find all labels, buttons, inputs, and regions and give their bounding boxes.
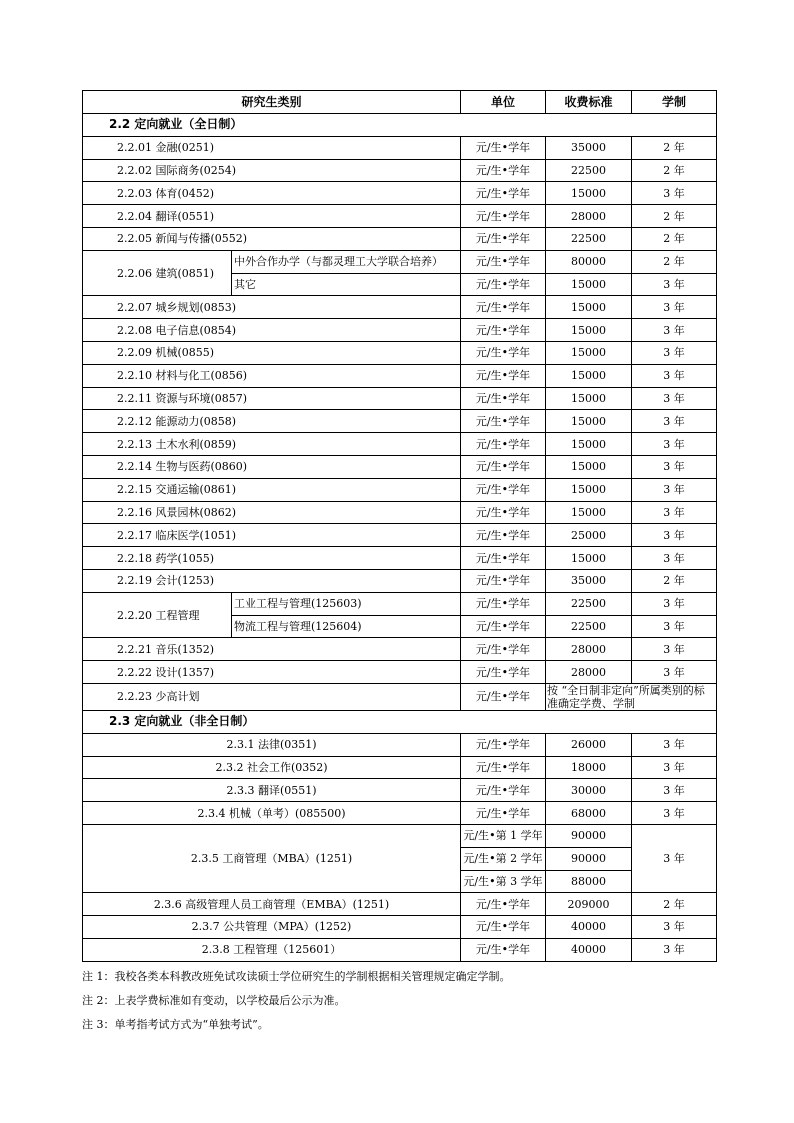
program-duration: 3 年 [632, 455, 717, 478]
program-duration: 3 年 [632, 733, 717, 756]
table-row [83, 592, 717, 615]
fee-unit: 元/生•学年 [461, 779, 546, 802]
fee-amount: 15000 [546, 296, 632, 319]
note-1: 注 1：我校各类本科教改班免试攻读硕士学位研究生的学制根据相关管理规定确定学制。 [82, 970, 511, 983]
fee-unit: 元/生•第 2 学年 [461, 847, 546, 870]
program-duration: 3 年 [632, 938, 717, 961]
table-row [83, 569, 717, 592]
section-row [83, 114, 717, 137]
fee-unit: 元/生•学年 [461, 524, 546, 547]
program-name: 2.2.05 新闻与传播(0552) [83, 227, 461, 250]
fee-unit: 元/生•学年 [461, 250, 546, 273]
fee-amount: 15000 [546, 410, 632, 433]
program-duration: 2 年 [632, 569, 717, 592]
program-duration: 2 年 [632, 205, 717, 228]
fee-amount: 15000 [546, 341, 632, 364]
program-name: 2.3.2 社会工作(0352) [83, 756, 461, 779]
program-duration: 3 年 [632, 638, 717, 661]
sub-program-name: 物流工程与管理(125604) [232, 615, 461, 638]
table-row [83, 938, 717, 961]
fee-amount: 18000 [546, 756, 632, 779]
program-name: 2.2.11 资源与环境(0857) [83, 387, 461, 410]
table-row [83, 296, 717, 319]
fee-amount: 30000 [546, 779, 632, 802]
table-row [83, 661, 717, 684]
header-fee: 收费标准 [546, 91, 632, 114]
fee-amount: 35000 [546, 569, 632, 592]
program-duration: 2 年 [632, 227, 717, 250]
fee-amount: 15000 [546, 547, 632, 570]
header-unit: 单位 [461, 91, 546, 114]
program-name: 2.3.5 工商管理（MBA）(1251) [83, 824, 461, 892]
program-duration: 3 年 [632, 501, 717, 524]
fee-unit: 元/生•学年 [461, 938, 546, 961]
fee-amount: 22500 [546, 592, 632, 615]
header-row [83, 91, 717, 114]
program-duration: 3 年 [632, 779, 717, 802]
program-name: 2.3.8 工程管理（125601） [83, 938, 461, 961]
program-duration: 3 年 [632, 824, 717, 892]
fee-unit: 元/生•学年 [461, 893, 546, 916]
program-duration: 3 年 [632, 547, 717, 570]
fee-unit: 元/生•学年 [461, 916, 546, 939]
note-2: 注 2：上表学费标准如有变动，以学校最后公示为准。 [82, 994, 346, 1007]
fee-unit: 元/生•学年 [461, 683, 546, 710]
program-duration: 3 年 [632, 296, 717, 319]
table-row [83, 433, 717, 456]
program-duration: 3 年 [632, 661, 717, 684]
sub-program-name: 其它 [232, 273, 461, 296]
fee-amount: 35000 [546, 136, 632, 159]
fee-amount: 15000 [546, 478, 632, 501]
section-title: 2.2 定向就业（全日制） [83, 114, 717, 137]
fee-amount: 22500 [546, 227, 632, 250]
program-duration: 2 年 [632, 136, 717, 159]
table-row [83, 478, 717, 501]
program-duration: 3 年 [632, 478, 717, 501]
fee-unit: 元/生•学年 [461, 433, 546, 456]
section-title: 2.3 定向就业（非全日制） [83, 710, 717, 733]
program-duration: 3 年 [632, 916, 717, 939]
fee-unit: 元/生•学年 [461, 802, 546, 825]
table-row [83, 410, 717, 433]
fee-amount: 15000 [546, 455, 632, 478]
fee-amount: 15000 [546, 501, 632, 524]
program-name: 2.2.08 电子信息(0854) [83, 319, 461, 342]
program-duration: 3 年 [632, 756, 717, 779]
table-row [83, 524, 717, 547]
table-row [83, 916, 717, 939]
fee-unit: 元/生•第 3 学年 [461, 870, 546, 893]
fee-unit: 元/生•学年 [461, 569, 546, 592]
fee-unit: 元/生•学年 [461, 136, 546, 159]
table-row [83, 779, 717, 802]
program-duration: 2 年 [632, 159, 717, 182]
fee-amount: 28000 [546, 661, 632, 684]
table-row [83, 893, 717, 916]
program-name: 2.2.16 风景园林(0862) [83, 501, 461, 524]
program-duration: 3 年 [632, 273, 717, 296]
program-name: 2.2.03 体育(0452) [83, 182, 461, 205]
header-category: 研究生类别 [83, 91, 461, 114]
program-name: 2.2.20 工程管理 [83, 592, 232, 638]
table-row [83, 136, 717, 159]
fee-unit: 元/生•学年 [461, 227, 546, 250]
table-row [83, 802, 717, 825]
note-3: 注 3：单考指考试方式为“单独考试”。 [82, 1018, 269, 1031]
fee-unit: 元/生•学年 [461, 364, 546, 387]
program-name: 2.3.6 高级管理人员工商管理（EMBA）(1251) [83, 893, 461, 916]
fee-amount: 15000 [546, 433, 632, 456]
sub-program-name: 工业工程与管理(125603) [232, 592, 461, 615]
fee-unit: 元/生•学年 [461, 592, 546, 615]
fee-unit: 元/生•学年 [461, 547, 546, 570]
fee-amount: 15000 [546, 319, 632, 342]
fee-amount: 28000 [546, 638, 632, 661]
program-name: 2.2.10 材料与化工(0856) [83, 364, 461, 387]
fee-table-body [83, 114, 717, 962]
fee-amount: 90000 [546, 824, 632, 847]
program-duration: 3 年 [632, 592, 717, 615]
table-row [83, 250, 717, 273]
fee-unit: 元/生•学年 [461, 296, 546, 319]
fee-unit: 元/生•学年 [461, 205, 546, 228]
table-row [83, 455, 717, 478]
fee-amount: 88000 [546, 870, 632, 893]
fee-amount: 40000 [546, 938, 632, 961]
fee-note: 按 “全日制非定向”所属类别的标准确定学费、学制 [546, 683, 717, 710]
fee-amount: 40000 [546, 916, 632, 939]
fee-unit: 元/生•学年 [461, 478, 546, 501]
program-name: 2.2.07 城乡规划(0853) [83, 296, 461, 319]
table-row [83, 205, 717, 228]
table-row [83, 387, 717, 410]
program-duration: 2 年 [632, 250, 717, 273]
table-row [83, 364, 717, 387]
program-name: 2.2.09 机械(0855) [83, 341, 461, 364]
table-row [83, 227, 717, 250]
program-duration: 3 年 [632, 410, 717, 433]
program-name: 2.2.22 设计(1357) [83, 661, 461, 684]
program-duration: 3 年 [632, 341, 717, 364]
program-duration: 3 年 [632, 319, 717, 342]
fee-amount: 209000 [546, 893, 632, 916]
program-name: 2.2.21 音乐(1352) [83, 638, 461, 661]
sub-program-name: 中外合作办学（与都灵理工大学联合培养） [232, 250, 461, 273]
table-row [83, 159, 717, 182]
program-name: 2.3.3 翻译(0551) [83, 779, 461, 802]
fee-amount: 25000 [546, 524, 632, 547]
program-duration: 3 年 [632, 364, 717, 387]
table-row [83, 341, 717, 364]
program-name: 2.3.4 机械（单考）(085500) [83, 802, 461, 825]
fee-amount: 15000 [546, 387, 632, 410]
header-duration: 学制 [632, 91, 717, 114]
fee-amount: 28000 [546, 205, 632, 228]
fee-amount: 15000 [546, 364, 632, 387]
fee-amount: 68000 [546, 802, 632, 825]
fee-unit: 元/生•学年 [461, 159, 546, 182]
program-name: 2.2.02 国际商务(0254) [83, 159, 461, 182]
fee-unit: 元/生•学年 [461, 501, 546, 524]
fee-unit: 元/生•学年 [461, 341, 546, 364]
fee-amount: 22500 [546, 159, 632, 182]
section-row [83, 710, 717, 733]
program-name: 2.2.01 金融(0251) [83, 136, 461, 159]
fee-amount: 80000 [546, 250, 632, 273]
fee-amount: 15000 [546, 273, 632, 296]
program-name: 2.3.1 法律(0351) [83, 733, 461, 756]
fee-unit: 元/生•学年 [461, 615, 546, 638]
fee-unit: 元/生•学年 [461, 410, 546, 433]
fee-amount: 26000 [546, 733, 632, 756]
program-name: 2.2.17 临床医学(1051) [83, 524, 461, 547]
program-duration: 3 年 [632, 182, 717, 205]
table-row [83, 638, 717, 661]
program-name: 2.2.14 生物与医药(0860) [83, 455, 461, 478]
program-name: 2.2.19 会计(1253) [83, 569, 461, 592]
program-name: 2.2.15 交通运输(0861) [83, 478, 461, 501]
fee-unit: 元/生•学年 [461, 182, 546, 205]
table-row [83, 319, 717, 342]
fee-unit: 元/生•学年 [461, 273, 546, 296]
program-duration: 3 年 [632, 802, 717, 825]
fee-amount: 90000 [546, 847, 632, 870]
program-name: 2.2.23 少高计划 [83, 683, 461, 710]
table-row [83, 733, 717, 756]
program-name: 2.2.13 土木水利(0859) [83, 433, 461, 456]
fee-unit: 元/生•学年 [461, 733, 546, 756]
notes [82, 968, 511, 1040]
table-row [83, 683, 717, 710]
fee-unit: 元/生•学年 [461, 319, 546, 342]
fee-unit: 元/生•学年 [461, 455, 546, 478]
program-duration: 3 年 [632, 615, 717, 638]
fee-unit: 元/生•学年 [461, 638, 546, 661]
fee-unit: 元/生•学年 [461, 387, 546, 410]
program-name: 2.3.7 公共管理（MPA）(1252) [83, 916, 461, 939]
table-row [83, 547, 717, 570]
program-name: 2.2.18 药学(1055) [83, 547, 461, 570]
table-row [83, 756, 717, 779]
table-row [83, 824, 717, 847]
program-name: 2.2.04 翻译(0551) [83, 205, 461, 228]
table-row [83, 501, 717, 524]
fee-amount: 22500 [546, 615, 632, 638]
fee-table [82, 90, 717, 962]
program-duration: 3 年 [632, 433, 717, 456]
fee-unit: 元/生•学年 [461, 661, 546, 684]
table-row [83, 182, 717, 205]
program-duration: 3 年 [632, 524, 717, 547]
fee-unit: 元/生•学年 [461, 756, 546, 779]
program-duration: 2 年 [632, 893, 717, 916]
program-name: 2.2.06 建筑(0851) [83, 250, 232, 296]
fee-unit: 元/生•第 1 学年 [461, 824, 546, 847]
program-duration: 3 年 [632, 387, 717, 410]
fee-amount: 15000 [546, 182, 632, 205]
program-name: 2.2.12 能源动力(0858) [83, 410, 461, 433]
